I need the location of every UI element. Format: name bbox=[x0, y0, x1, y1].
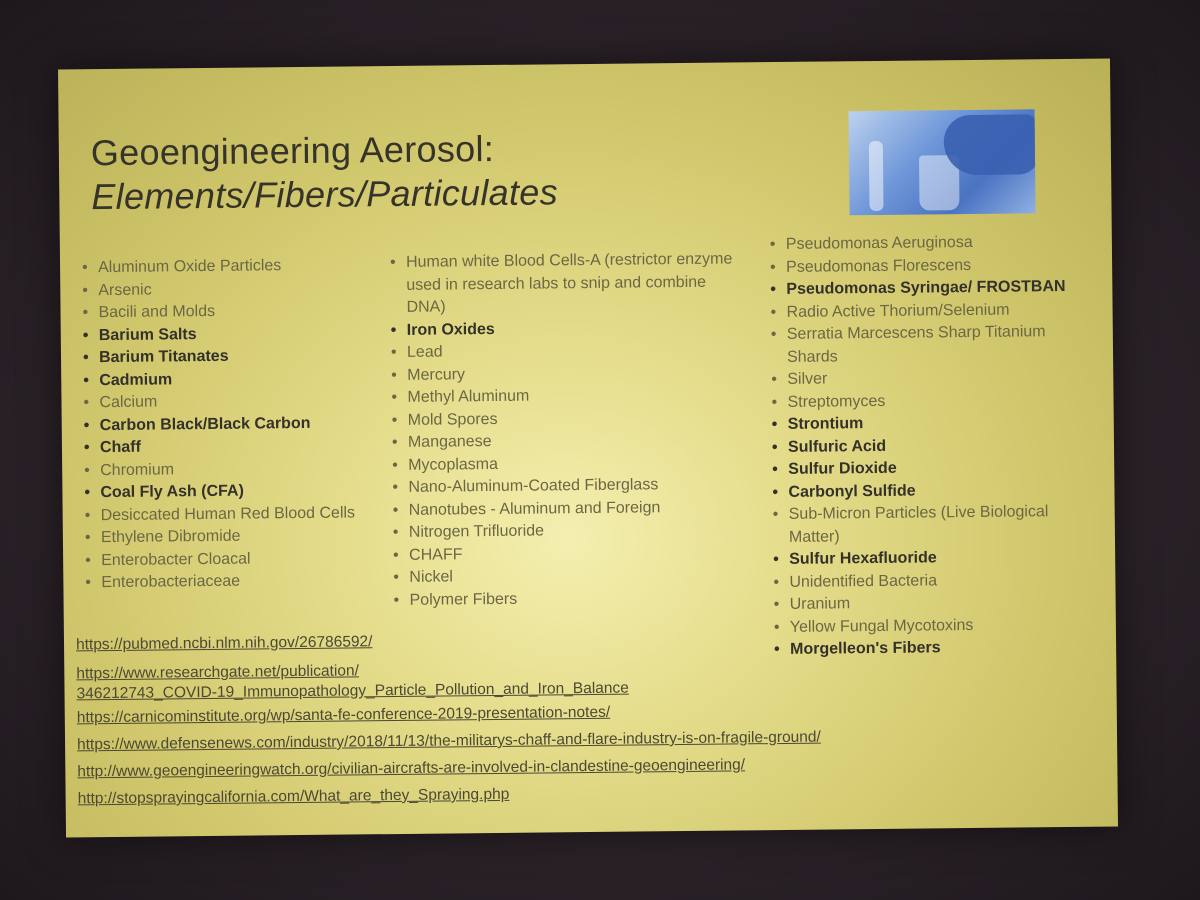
list-item: • Serratia Marcescens Sharp Titanium Shards bbox=[767, 321, 1067, 369]
reference-link[interactable]: http://stopsprayingcalifornia.com/What_are_they_Spraying.php bbox=[77, 785, 510, 808]
list-item: • Chromium bbox=[80, 457, 370, 483]
elements-list-column-1 bbox=[78, 254, 372, 595]
list-item: • Mold Spores bbox=[388, 406, 738, 432]
list-item: • Enterobacteriaceae bbox=[81, 569, 371, 595]
list-item: • Desiccated Human Red Blood Cells bbox=[81, 502, 371, 528]
reference-link[interactable]: https://carnicominstitute.org/wp/santa-fe-conference-2019-presentation-notes/ bbox=[76, 703, 611, 727]
list-item: • Nitrogen Trifluoride bbox=[389, 518, 739, 544]
list-item: • Aluminum Oxide Particles bbox=[78, 254, 368, 280]
list-item: • Enterobacter Cloacal bbox=[81, 547, 371, 573]
reference-link[interactable]: https://www.researchgate.net/publication/ bbox=[76, 662, 360, 683]
list-item: • Strontium bbox=[768, 411, 1068, 437]
list-item: • Manganese bbox=[388, 428, 738, 454]
list-item: • Nickel bbox=[389, 563, 739, 589]
reference-link[interactable]: 346212743_COVID-19_Immunopathology_Particle_Pollution_and_Iron_Balance bbox=[76, 679, 629, 703]
gloved-hand-image bbox=[944, 114, 1036, 175]
list-item: • Arsenic bbox=[78, 277, 368, 303]
list-item: • Nanotubes - Aluminum and Foreign bbox=[389, 496, 739, 522]
slide-title bbox=[91, 126, 558, 219]
list-item: • Iron Oxides bbox=[387, 316, 737, 342]
projected-slide bbox=[58, 59, 1118, 838]
title-line-1: Geoengineering Aerosol: bbox=[90, 127, 495, 174]
list-item: • Coal Fly Ash (CFA) bbox=[80, 479, 370, 505]
list-item: • Carbon Black/Black Carbon bbox=[80, 412, 370, 438]
list-item: • Sulfur Dioxide bbox=[768, 456, 1068, 482]
list-item: • Chaff bbox=[80, 434, 370, 460]
list-item: • Unidentified Bacteria bbox=[769, 568, 1069, 594]
list-item: • Ethylene Dibromide bbox=[81, 524, 371, 550]
list-item: • Silver bbox=[767, 366, 1067, 392]
list-item: • Human white Blood Cells-A (restrictor enzyme used in research labs to snip and combine DNA) bbox=[386, 248, 737, 319]
list-item: • Mercury bbox=[387, 361, 737, 387]
list-item: • Barium Salts bbox=[79, 322, 369, 348]
list-item: • Cadmium bbox=[79, 367, 369, 393]
list-item: • Uranium bbox=[770, 591, 1070, 617]
lab-photo bbox=[848, 109, 1035, 215]
list-item: • Methyl Aluminum bbox=[387, 383, 737, 409]
list-item: • Sulfuric Acid bbox=[768, 433, 1068, 459]
list-item: • Streptomyces bbox=[767, 388, 1067, 414]
list-item: • Calcium bbox=[79, 389, 369, 415]
list-item: • Radio Active Thorium/Selenium bbox=[766, 298, 1066, 324]
list-item: • Pseudomonas Syringae/ FROSTBAN bbox=[766, 276, 1066, 302]
elements-list-column-2 bbox=[386, 248, 740, 612]
list-item: • Lead bbox=[387, 338, 737, 364]
elements-list-column-3 bbox=[766, 231, 1070, 662]
list-item: • Polymer Fibers bbox=[389, 586, 739, 612]
reference-link[interactable]: https://pubmed.ncbi.nlm.nih.gov/26786592/ bbox=[75, 633, 373, 654]
list-item: • Nano-Aluminum-Coated Fiberglass bbox=[388, 473, 738, 499]
list-item: • Mycoplasma bbox=[388, 451, 738, 477]
list-item: • Sulfur Hexafluoride bbox=[769, 546, 1069, 572]
reference-link[interactable]: https://www.defensenews.com/industry/2018/11/13/the-militarys-chaff-and-flare-industry-is-on-fragile-ground/ bbox=[76, 728, 821, 754]
reference-link[interactable]: http://www.geoengineeringwatch.org/civilian-aircrafts-are-involved-in-clandestine-geoengineering/ bbox=[77, 756, 746, 781]
test-tube-image bbox=[869, 141, 884, 211]
list-item: • Carbonyl Sulfide bbox=[768, 478, 1068, 504]
list-item: • CHAFF bbox=[389, 541, 739, 567]
list-item: • Bacili and Molds bbox=[78, 299, 368, 325]
list-item: • Pseudomonas Florescens bbox=[766, 253, 1066, 279]
list-item: • Pseudomonas Aeruginosa bbox=[766, 231, 1066, 257]
reference-links bbox=[76, 621, 1078, 812]
title-line-2: Elements/Fibers/Particulates bbox=[91, 171, 559, 218]
list-item: • Barium Titanates bbox=[79, 344, 369, 370]
list-item: • Morgelleon's Fibers bbox=[770, 636, 1070, 662]
list-item: • Yellow Fungal Mycotoxins bbox=[770, 613, 1070, 639]
list-item: • Sub-Micron Particles (Live Biological Matter) bbox=[769, 501, 1069, 549]
